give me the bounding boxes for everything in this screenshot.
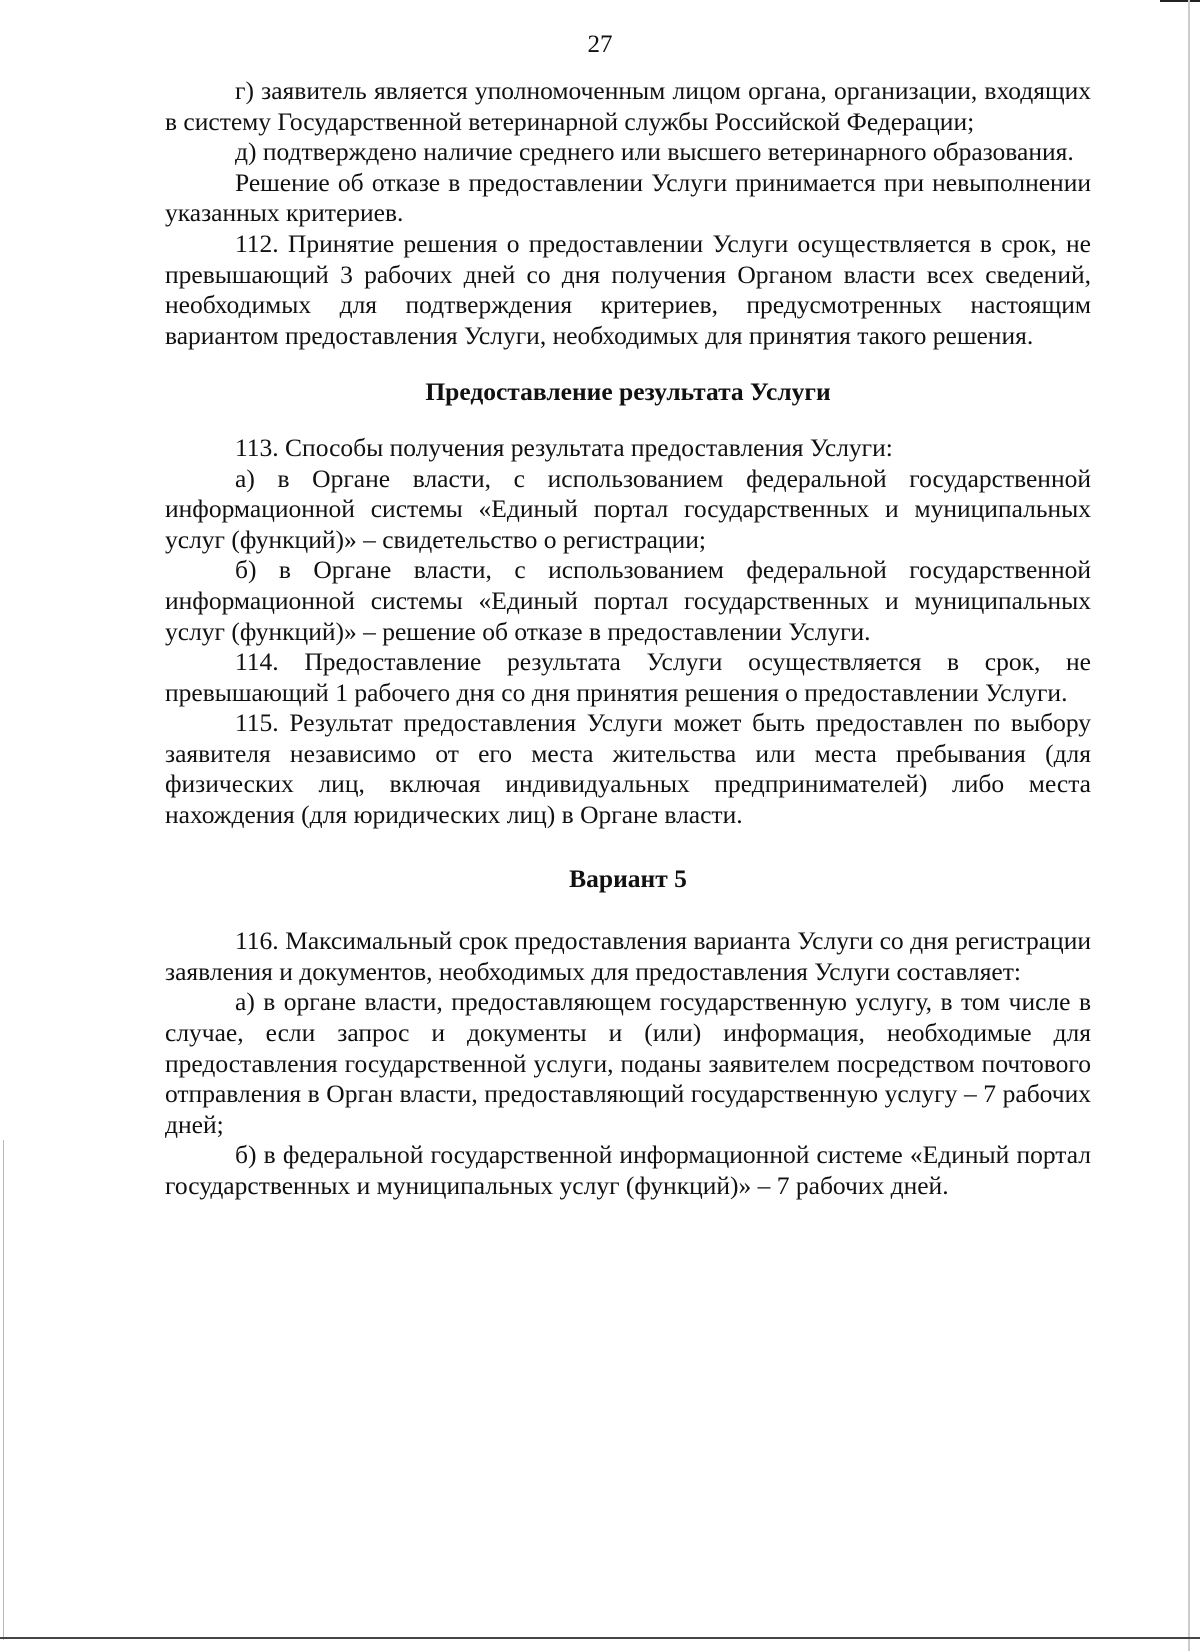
paragraph-g-applicant: г) заявитель является уполномоченным лицом органа, организации, входящих в систему Государственной ветеринарной службы Российской Федерации; [165,76,1091,136]
scan-edge-left [3,1140,4,1640]
scan-edge-right [1188,0,1190,1651]
document-body [165,76,1091,1202]
paragraph-116-b: б) в федеральной государственной информационной системе «Единый портал государственных и муниципальных услуг (функций)» – 7 рабочих дней. [165,1140,1091,1200]
scan-edge-mark [1160,0,1200,2]
paragraph-113-a: а) в Органе власти, с использованием федеральной государственной информационной системы «Единый портал государственных и муниципальных услуг (функций)» – свидетельство о регистрации; [165,463,1091,554]
paragraph-115: 115. Результат предоставления Услуги может быть предоставлен по выбору заявителя независимо от его места жительства или места пребывания (для физических лиц, включая индивидуальных предпринимателей) либо места нахождения (для юридических лиц) в Органе власти. [165,708,1091,830]
paragraph-d-education: д) подтверждено наличие среднего или высшего ветеринарного образования. [235,137,1074,167]
paragraph-116: 116. Максимальный срок предоставления варианта Услуги со дня регистрации заявления и документов, необходимых для предоставления Услуги составляет: [165,926,1091,986]
paragraph-114: 114. Предоставление результата Услуги осуществляется в срок, не превышающий 1 рабочего дня со дня принятия решения о предоставлении Услуги. [165,647,1091,707]
paragraph-113-b: б) в Органе власти, с использованием федеральной государственной информационной системы «Единый портал государственных и муниципальных услуг (функций)» – решение об отказе в предоставлении Услуги. [165,555,1091,646]
paragraph-refusal-decision: Решение об отказе в предоставлении Услуги принимается при невыполнении указанных критериев. [165,167,1091,228]
section-heading-variant-5: Вариант 5 [569,863,687,893]
paragraph-116-a: а) в органе власти, предоставляющем государственную услугу, в том числе в случае, если запрос и документы и (или) информация, необходимые для предоставления государственной услуги, поданы заявителем посредством почтового отправления в Орган власти, предоставляющий государственную услугу – 7 рабочих дней; [165,987,1091,1139]
paragraph-112: 112. Принятие решения о предоставлении Услуги осуществляется в срок, не превышающий 3 рабочих дней со дня получения Органом власти всех сведений, необходимых для подтверждения критериев, предусмотренных настоящим вариантом предоставления Услуги, необходимых для принятия такого решения. [165,228,1091,350]
paragraph-113: 113. Способы получения результата предоставления Услуги: [235,432,893,462]
scan-edge-bottom [0,1637,1200,1639]
section-heading-result: Предоставление результата Услуги [425,377,831,407]
page-number: 27 [587,31,613,58]
